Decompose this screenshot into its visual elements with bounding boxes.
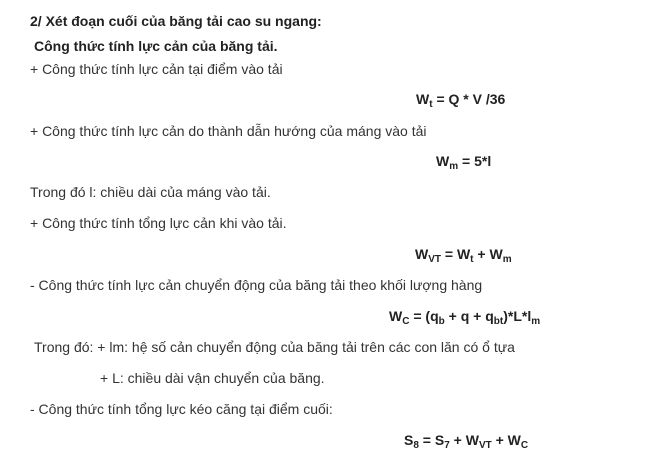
formula-wm: $W_m = 5*l$ <box>436 153 492 172</box>
text-line-7: + L: chiều dài vận chuyển của băng. <box>100 370 325 386</box>
section-subtitle: Công thức tính lực cản của băng tải. <box>34 38 278 54</box>
text-line-5: - Công thức tính lực cản chuyển động của băng tải theo khối lượng hàng <box>30 277 483 293</box>
formula-s8: $S_8 = S_7 + W_{VT} + W_C$ <box>404 432 529 451</box>
formula-wc: $W_C = (q_b + q + q_{bt})*L*l_m$ <box>389 308 541 327</box>
text-line-3: Trong đó l: chiều dài của máng vào tải. <box>30 184 271 200</box>
formula-wt: $W_t = Q * V$ /36 <box>416 91 506 110</box>
text-line-4: + Công thức tính tổng lực cản khi vào tải. <box>30 215 287 231</box>
text-line-2: + Công thức tính lực cản do thành dẫn hướng của máng vào tải <box>30 123 427 139</box>
text-line-1: + Công thức tính lực cản tại điểm vào tải <box>30 61 283 77</box>
formula-wvt: $W_{VT} = W_t + W_m$ <box>415 246 512 265</box>
text-line-8: - Công thức tính tổng lực kéo căng tại điểm cuối: <box>30 401 333 417</box>
text-line-6: Trong đó: + lm: hệ số cản chuyển động của băng tải trên các con lăn có ổ tựa <box>34 339 515 355</box>
section-heading: 2/ Xét đoạn cuối của băng tải cao su ngang: <box>30 13 322 29</box>
